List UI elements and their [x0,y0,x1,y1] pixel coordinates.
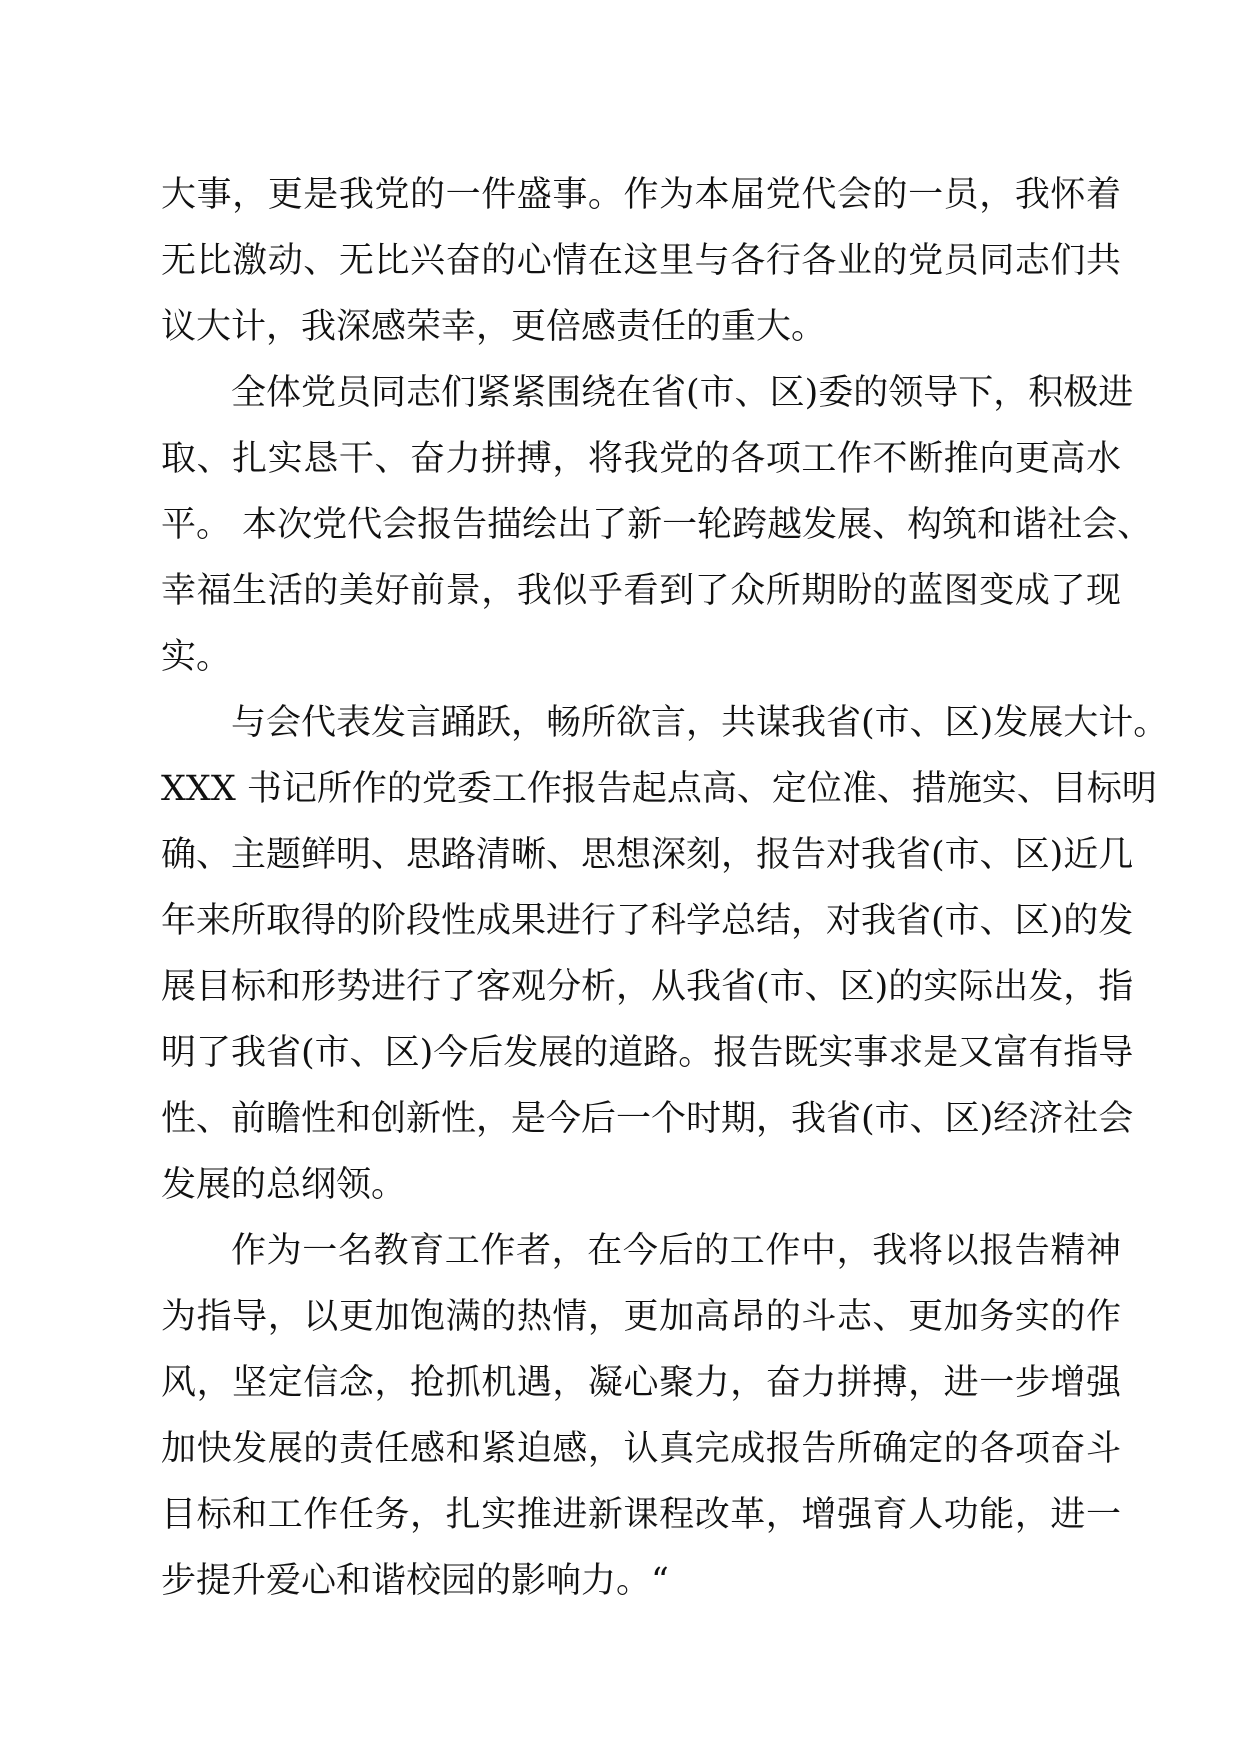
text-line: 无比激动、无比兴奋的心情在这里与各行各业的党员同志们共 [161,241,1121,281]
body-text [161,162,1169,1614]
text-line: 目标和工作任务，扎实推进新课程改革，增强育人功能，进一 [161,1495,1121,1535]
text-line: 平。 本次党代会报告描绘出了新一轮跨越发展、构筑和谐社会、 [161,505,1153,545]
text-line: 年来所取得的阶段性成果进行了科学总结，对我省(市、区)的发 [161,901,1134,941]
text-line: 大事，更是我党的一件盛事。作为本届党代会的一员，我怀着 [161,175,1121,215]
paragraph-3 [161,690,1169,1218]
text-line: XXX 书记所作的党委工作报告起点高、定位准、措施实、目标明 [161,769,1157,809]
text-line: 实。 [161,637,232,677]
text-line: 幸福生活的美好前景，我似乎看到了众所期盼的蓝图变成了现 [161,571,1121,611]
paragraph-1 [161,162,1121,360]
paragraph-4 [161,1218,1121,1614]
text-line: 全体党员同志们紧紧围绕在省(市、区)委的领导下，积极进 [231,373,1134,413]
text-line: 加快发展的责任感和紧迫感，认真完成报告所确定的各项奋斗 [161,1429,1121,1469]
text-line: 步提升爱心和谐校园的影响力。“ [161,1561,669,1601]
text-line: 性、前瞻性和创新性，是今后一个时期，我省(市、区)经济社会 [161,1099,1134,1139]
text-line: 议大计，我深感荣幸，更倍感责任的重大。 [161,307,827,347]
text-line: 与会代表发言踊跃，畅所欲言，共谋我省(市、区)发展大计。 [231,703,1169,743]
text-line: 为指导，以更加饱满的热情，更加高昂的斗志、更加务实的作 [161,1297,1121,1337]
text-line: 作为一名教育工作者，在今后的工作中，我将以报告精神 [231,1231,1121,1271]
paragraph-2 [161,360,1153,690]
text-line: 展目标和形势进行了客观分析，从我省(市、区)的实际出发，指 [161,967,1134,1007]
text-line: 风，坚定信念，抢抓机遇，凝心聚力，奋力拼搏，进一步增强 [161,1363,1121,1403]
text-line: 发展的总纲领。 [161,1165,407,1205]
text-line: 确、主题鲜明、思路清晰、思想深刻，报告对我省(市、区)近几 [161,835,1134,875]
text-line: 明了我省(市、区)今后发展的道路。报告既实事求是又富有指导 [161,1033,1134,1073]
text-line: 取、扎实恳干、奋力拼搏，将我党的各项工作不断推向更高水 [161,439,1121,479]
